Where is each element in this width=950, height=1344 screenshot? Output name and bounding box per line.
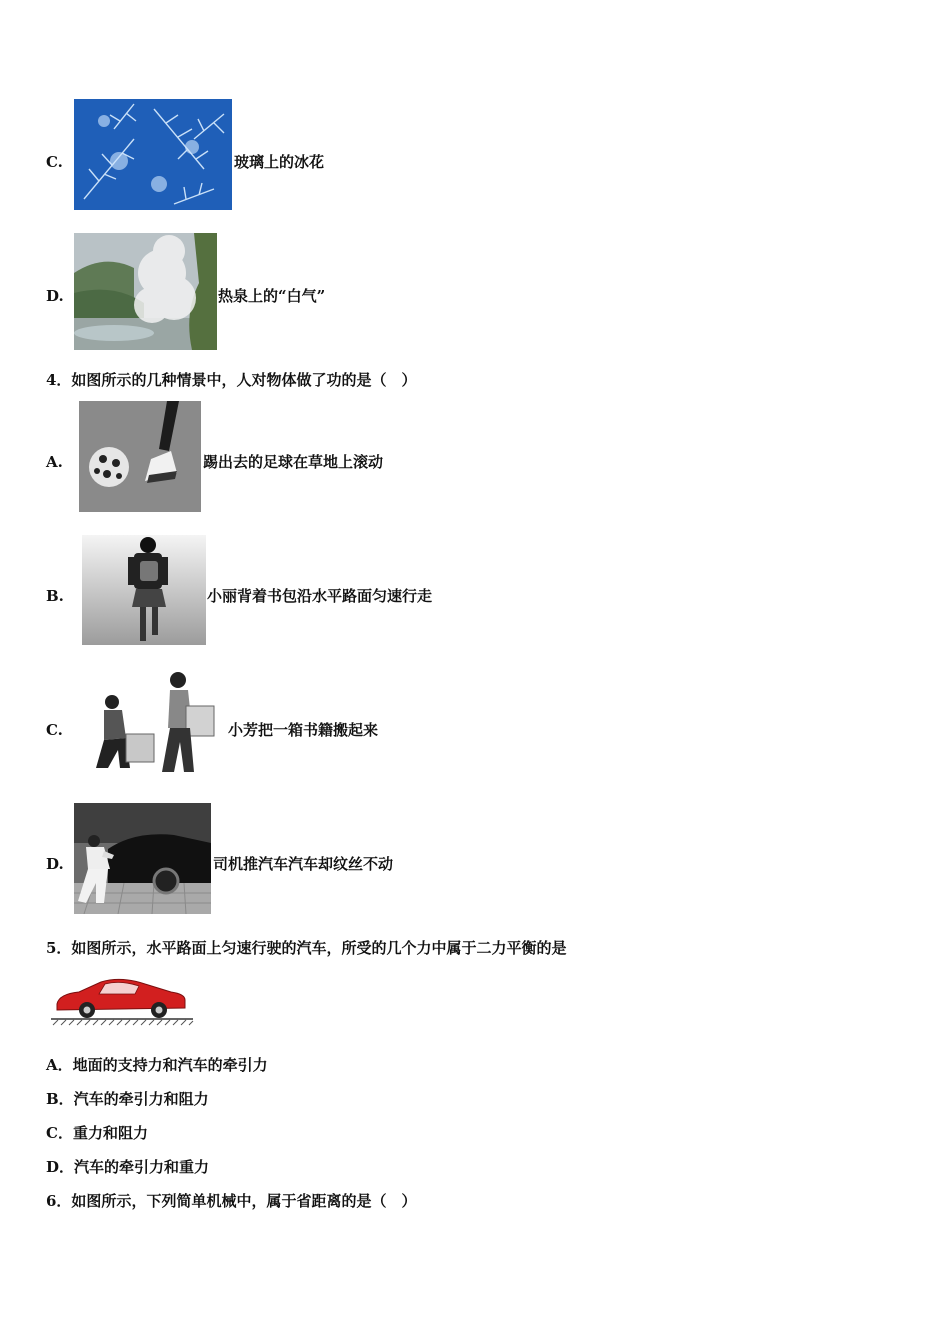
q3-option-c-text: 玻璃上的冰花: [234, 153, 325, 171]
q5-option-a: A．地面的支持力和汽车的牵引力: [46, 1056, 268, 1074]
q3-option-c-label: C.: [46, 153, 63, 171]
q4-option-b-text: 小丽背着书包沿水平路面匀速行走: [207, 587, 433, 605]
red-car-image: [49, 970, 195, 1026]
question-6-stem: 6．如图所示，下列简单机械中，属于省距离的是（ ）: [46, 1192, 417, 1210]
soccer-kick-image: [79, 401, 201, 512]
q4-option-c-text: 小芳把一箱书籍搬起来: [228, 721, 379, 739]
question-5-stem: 5．如图所示，水平路面上匀速行驶的汽车，所受的几个力中属于二力平衡的是: [46, 939, 567, 957]
q4-option-b-label: B.: [46, 587, 64, 605]
q4-option-d-label: D.: [46, 855, 64, 873]
hot-spring-steam-image: [74, 233, 217, 350]
girl-with-backpack-image: [82, 535, 206, 645]
q5-option-b: B．汽车的牵引力和阻力: [46, 1090, 209, 1108]
q4-option-a-label: A.: [46, 453, 63, 471]
q5-option-d: D．汽车的牵引力和重力: [46, 1158, 210, 1176]
q4-option-c-label: C.: [46, 721, 63, 739]
lifting-box-image: [74, 668, 226, 780]
frost-on-glass-image: [74, 99, 232, 210]
q5-option-c: C．重力和阻力: [46, 1124, 148, 1142]
question-4-stem: 4．如图所示的几种情景中，人对物体做了功的是（ ）: [46, 371, 417, 389]
q3-option-d-label: D.: [46, 287, 64, 305]
q4-option-a-text: 踢出去的足球在草地上滚动: [203, 453, 384, 471]
pushing-car-image: [74, 803, 211, 914]
q4-option-d-text: 司机推汽车汽车却纹丝不动: [213, 855, 394, 873]
q3-option-d-text: 热泉上的“白气”: [218, 287, 326, 305]
